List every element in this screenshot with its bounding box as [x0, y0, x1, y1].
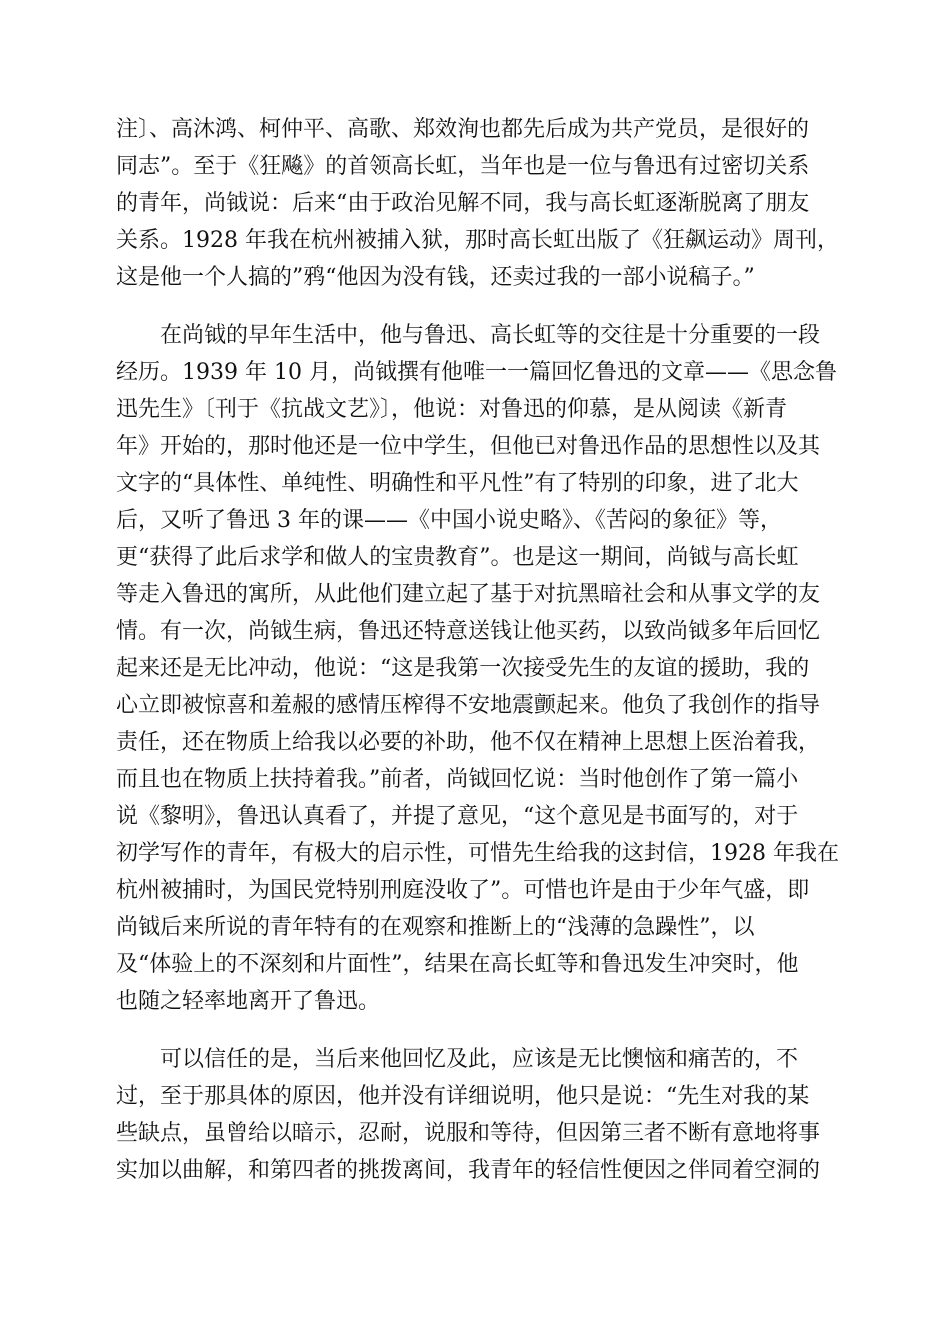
text-line: 关系。1928 年我在杭州被捕入狱，那时高长虹出版了《狂飙运动》周刊，	[116, 228, 839, 253]
text-line: 年》开始的，那时他还是一位中学生，但他已对鲁迅作品的思想性以及其	[116, 434, 821, 459]
text-line: 而且也在物质上扶持着我。”前者，尚钺回忆说：当时他创作了第一篇小	[116, 767, 799, 792]
text-line: 尚钺后来所说的青年特有的在观察和推断上的“浅薄的急躁性”，以	[116, 915, 755, 940]
text-line: 这是他一个人搞的”鸦“他因为没有钱，还卖过我的一部小说稿子。”	[116, 265, 755, 290]
text-line: 同志”。至于《狂飚》的首领高长虹，当年也是一位与鲁迅有过密切关系	[116, 154, 810, 179]
text-line: 注〕、高沐鸿、柯仲平、高歌、郑效洵也都先后成为共产党员，是很好的	[116, 117, 810, 142]
text-line: 等走入鲁迅的寓所，从此他们建立起了基于对抗黑暗社会和从事文学的友	[116, 582, 821, 607]
text-line: 心立即被惊喜和羞赧的感情压榨得不安地震颤起来。他负了我创作的指导	[116, 693, 821, 718]
text-line: 初学写作的青年，有极大的启示性，可惜先生给我的这封信，1928 年我在	[116, 841, 839, 866]
text-line: 过，至于那具体的原因，他并没有详细说明，他只是说：“先生对我的某	[116, 1084, 810, 1109]
text-line: 可以信任的是，当后来他回忆及此，应该是无比懊恼和痛苦的，不	[160, 1047, 799, 1072]
text-line: 经历。1939 年 10 月，尚钺撰有他唯一一篇回忆鲁迅的文章——《思念鲁	[116, 360, 837, 385]
text-line: 在尚钺的早年生活中，他与鲁迅、高长虹等的交往是十分重要的一段	[160, 323, 821, 348]
text-line: 起来还是无比冲动，他说：“这是我第一次接受先生的友谊的援助，我的	[116, 656, 810, 681]
text-line: 杭州被捕时，为国民党特别刑庭没收了”。可惜也许是由于少年气盛，即	[116, 878, 810, 903]
text-line: 些缺点，虽曾给以暗示，忍耐，说服和等待，但因第三者不断有意地将事	[116, 1121, 821, 1146]
text-line: 也随之轻率地离开了鲁迅。	[116, 989, 381, 1014]
text-line: 及“体验上的不深刻和片面性”，结果在高长虹等和鲁迅发生冲突时，他	[116, 952, 799, 977]
text-line: 迅先生》〔刊于《抗战文艺》〕，他说：对鲁迅的仰慕，是从阅读《新青	[116, 397, 788, 422]
text-line: 实加以曲解，和第四者的挑拨离间，我青年的轻信性便因之伴同着空洞的	[116, 1158, 821, 1183]
text-line: 说《黎明》，鲁迅认真看了，并提了意见，“这个意见是书面写的，对于	[116, 804, 799, 829]
text-line: 文字的“具体性、单纯性、明确性和平凡性”有了特别的印象，进了北大	[116, 471, 799, 496]
text-line: 更“获得了此后求学和做人的宝贵教育”。也是这一期间，尚钺与高长虹	[116, 545, 799, 570]
text-line: 后，又听了鲁迅 3 年的课——《中国小说史略》、《苦闷的象征》等，	[116, 508, 782, 533]
text-line: 责任，还在物质上给我以必要的补助，他不仅在精神上思想上医治着我，	[116, 730, 821, 755]
text-line: 情。有一次，尚钺生病，鲁迅还特意送钱让他买药，以致尚钺多年后回忆	[116, 619, 821, 644]
text-line: 的青年，尚钺说：后来“由于政治见解不同，我与高长虹逐渐脱离了朋友	[116, 191, 810, 216]
